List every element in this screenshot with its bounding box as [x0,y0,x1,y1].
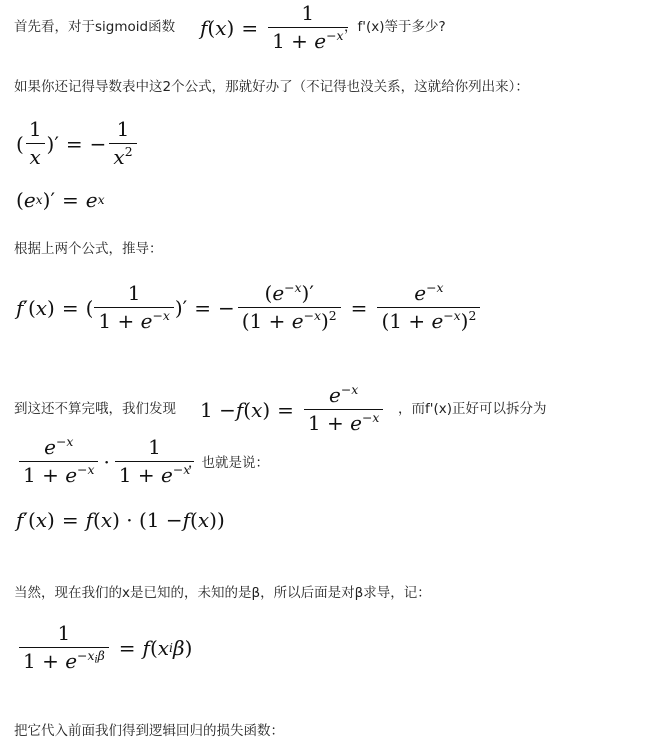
that-is-text: ，也就是说： [188,455,269,471]
question-text: ，f'(x)等于多少? [344,19,446,35]
reciprocal-derivative-formula: ( $\frac{1}{x}$ )′ = − $\frac{1}{x^2}$ [16,118,140,169]
split-text: ，而f'(x)正好可以拆分为 [398,401,547,417]
sigmoid-derivative-result: f ′( x ) = f ( x ) · (1 − f ( x )) [16,508,225,532]
loss-function-text: 把它代入前面我们得到逻辑回归的损失函数： [14,723,284,739]
sigmoid-formula: f ( x ) = $\frac{1}{1 + e^{-x}}$ [200,2,351,53]
finding-text: 到这还不算完哦，我们发现 [14,401,176,417]
beta-function-formula: $\frac{1}{1 + e^{-x_i\beta}}$ = f ( x i β ) [16,622,192,673]
one-minus-f-formula: 1 − f ( x ) = $\frac{e^{-x}}{1 + e^{-x}}$ [200,384,386,435]
beta-text: 当然，现在我们的x是已知的，未知的是β，所以后面是对β求导，记： [14,585,431,601]
intro-text: 首先看，对于sigmoid函数 [14,19,176,35]
exp-derivative-formula: ( e x )′ = e x [16,188,105,212]
split-product-formula: $\frac{e^{-x}}{1 + e^{-x}}$ · $\frac{1}{1 + e^{-x}}$ [16,436,197,487]
derivation-formula: f ′( x ) = ( $\frac{1}{1 + e^{-x}}$ )′ = − $\frac{(e^{-x})'}{(1 + e^{-x})^2}$ = $\frac{e^{-x}}{(1 + e^{-x})^2}$ [16,282,483,333]
derivative-table-text: 如果你还记得导数表中这2个公式，那就好办了（不记得也没关系，这就给你列出来）： [14,79,529,95]
derive-text: 根据上两个公式，推导： [14,241,163,257]
